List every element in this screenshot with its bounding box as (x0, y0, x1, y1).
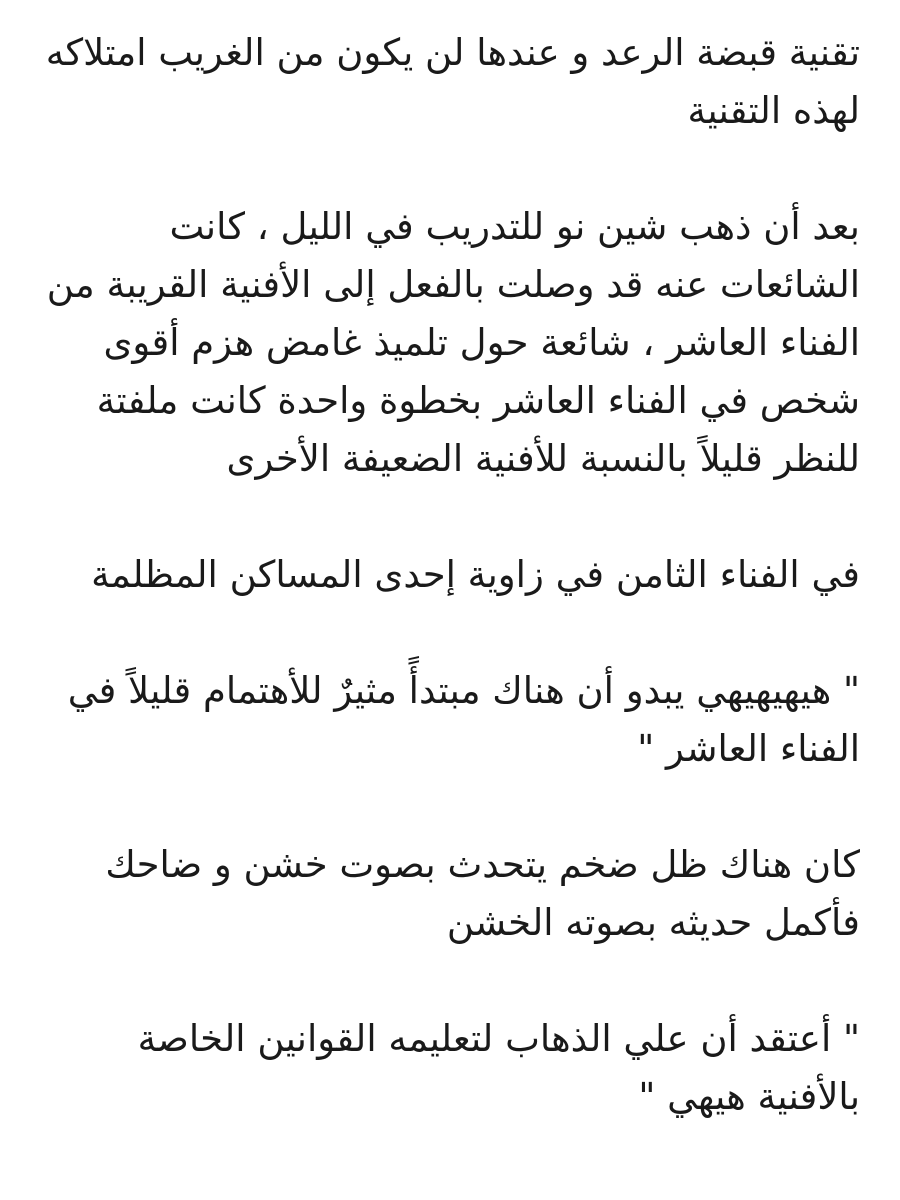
text-line: للنظر قليلاً بالنسبة للأفنية الضعيفة الأخرى (226, 437, 860, 480)
text-line: كان هناك ظل ضخم يتحدث بصوت خشن و ضاحك (105, 843, 860, 886)
paragraph (40, 546, 860, 604)
text-line: بالأفنية هيهي " (638, 1075, 860, 1118)
text-line: الفناء العاشر " (637, 727, 860, 770)
text-line: " أعتقد أن علي الذهاب لتعليمه القوانين الخاصة (137, 1017, 860, 1060)
paragraph (40, 24, 860, 140)
text-line: الشائعات عنه قد وصلت بالفعل إلى الأفنية القريبة من (46, 263, 860, 306)
paragraph (40, 198, 860, 488)
text-line: بعد أن ذهب شين نو للتدريب في الليل ، كانت (169, 205, 860, 248)
text-line: " هيهيهيهي يبدو أن هناك مبتدأً مثيرٌ للأهتمام قليلاً في (67, 669, 860, 712)
text-line: الفناء العاشر ، شائعة حول تلميذ غامض هزم أقوى (103, 321, 860, 364)
paragraph (40, 836, 860, 952)
text-line: فأكمل حديثه بصوته الخشن (446, 901, 860, 944)
text-line: لهذه التقنية (687, 89, 860, 132)
text-line: شخص في الفناء العاشر بخطوة واحدة كانت ملفتة (96, 379, 860, 422)
paragraph (40, 1010, 860, 1126)
text-line: تقنية قبضة الرعد و عندها لن يكون من الغريب امتلاكه (45, 31, 860, 74)
paragraph (40, 662, 860, 778)
text-line: في الفناء الثامن في زاوية إحدى المساكن المظلمة (91, 553, 860, 596)
